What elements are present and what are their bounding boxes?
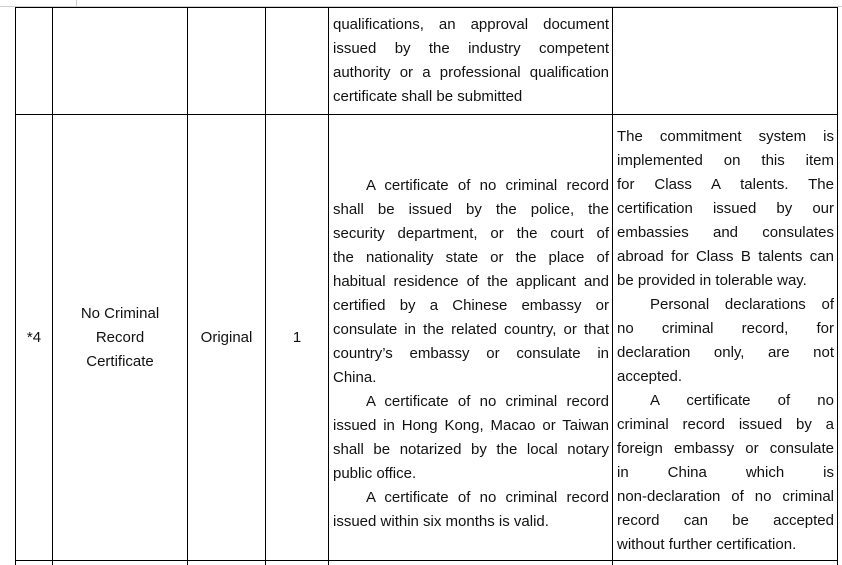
text-line: A certificate of no criminal record <box>366 177 609 194</box>
text-line: non-declaration of no criminal <box>617 488 834 505</box>
next-cell <box>613 561 838 565</box>
text-line: country’s embassy or consulate in <box>333 345 609 362</box>
text-line: The commitment system is <box>617 128 834 145</box>
text-line: issued in Hong Kong, Macao or Taiwan <box>333 417 609 434</box>
copy-type-cell: Original <box>188 115 266 561</box>
text-line: abroad for Class B talents can <box>617 248 834 265</box>
text-line: issued by the industry competent <box>333 40 609 57</box>
text-line: certified by a Chinese embassy or <box>333 297 609 314</box>
text-line: certificate shall be submitted <box>333 88 523 105</box>
prev-name-cell <box>53 8 188 115</box>
text-line: criminal record issued by a <box>617 416 834 433</box>
remark-cell <box>613 115 838 561</box>
prev-number-cell <box>16 8 53 115</box>
prev-type-cell <box>188 8 266 115</box>
text-line: consulate in the related country, or that <box>333 321 609 338</box>
text-line: without further certification. <box>617 536 797 553</box>
quantity-cell: 1 <box>266 115 329 561</box>
text-line: A certificate of no <box>650 392 834 409</box>
text-line: A certificate of no criminal record <box>366 489 609 506</box>
table-row-4 <box>16 115 838 561</box>
next-cell <box>16 561 53 565</box>
material-name-cell <box>53 115 188 561</box>
text-line: accepted. <box>617 368 683 385</box>
next-cell <box>188 561 266 565</box>
text-line: Personal declarations of <box>650 296 834 313</box>
text-line: implemented on this item <box>617 152 834 169</box>
prev-quantity-cell <box>266 8 329 115</box>
text-line: the nationality state or the place of <box>333 249 609 266</box>
text-line: for Class A talents. The <box>617 176 834 193</box>
requirement-cell <box>329 115 613 561</box>
text-line: in China which is <box>617 464 834 481</box>
text-line: issued within six months is valid. <box>333 513 549 530</box>
next-cell <box>329 561 613 565</box>
material-name-line: No Criminal <box>80 304 160 322</box>
text-line: authority or a professional qualification <box>333 64 609 81</box>
text-line: security department, or the court of <box>333 225 609 242</box>
text-line: record can be accepted <box>617 512 834 529</box>
text-line: shall be issued by the police, the <box>333 201 609 218</box>
materials-table <box>15 7 838 565</box>
material-name-line: Record <box>95 328 145 346</box>
text-line: foreign embassy or consulate <box>617 440 834 457</box>
material-name-line: Certificate <box>86 352 154 370</box>
text-line: shall be notarized by the local notary <box>333 441 609 458</box>
prev-requirement-cell <box>329 8 613 115</box>
text-line: embassies and consulates <box>617 224 834 241</box>
table-row-next <box>16 561 838 565</box>
text-line: public office. <box>333 465 417 482</box>
next-cell <box>53 561 188 565</box>
table-row-previous <box>16 8 838 115</box>
text-line: be provided in tolerable way. <box>617 272 807 289</box>
item-number-cell: *4 <box>16 115 53 561</box>
text-line: habitual residence of the applicant and <box>333 273 609 290</box>
text-line: A certificate of no criminal record <box>366 393 609 410</box>
text-line: China. <box>333 369 377 386</box>
prev-remark-cell <box>613 8 838 115</box>
text-line: certification issued by our <box>617 200 834 217</box>
sheet-gridline-tick <box>76 0 77 6</box>
text-line: qualifications, an approval document <box>333 16 609 33</box>
text-line: declaration only, are not <box>617 344 834 361</box>
next-cell <box>266 561 329 565</box>
text-line: no criminal record, for <box>617 320 834 337</box>
